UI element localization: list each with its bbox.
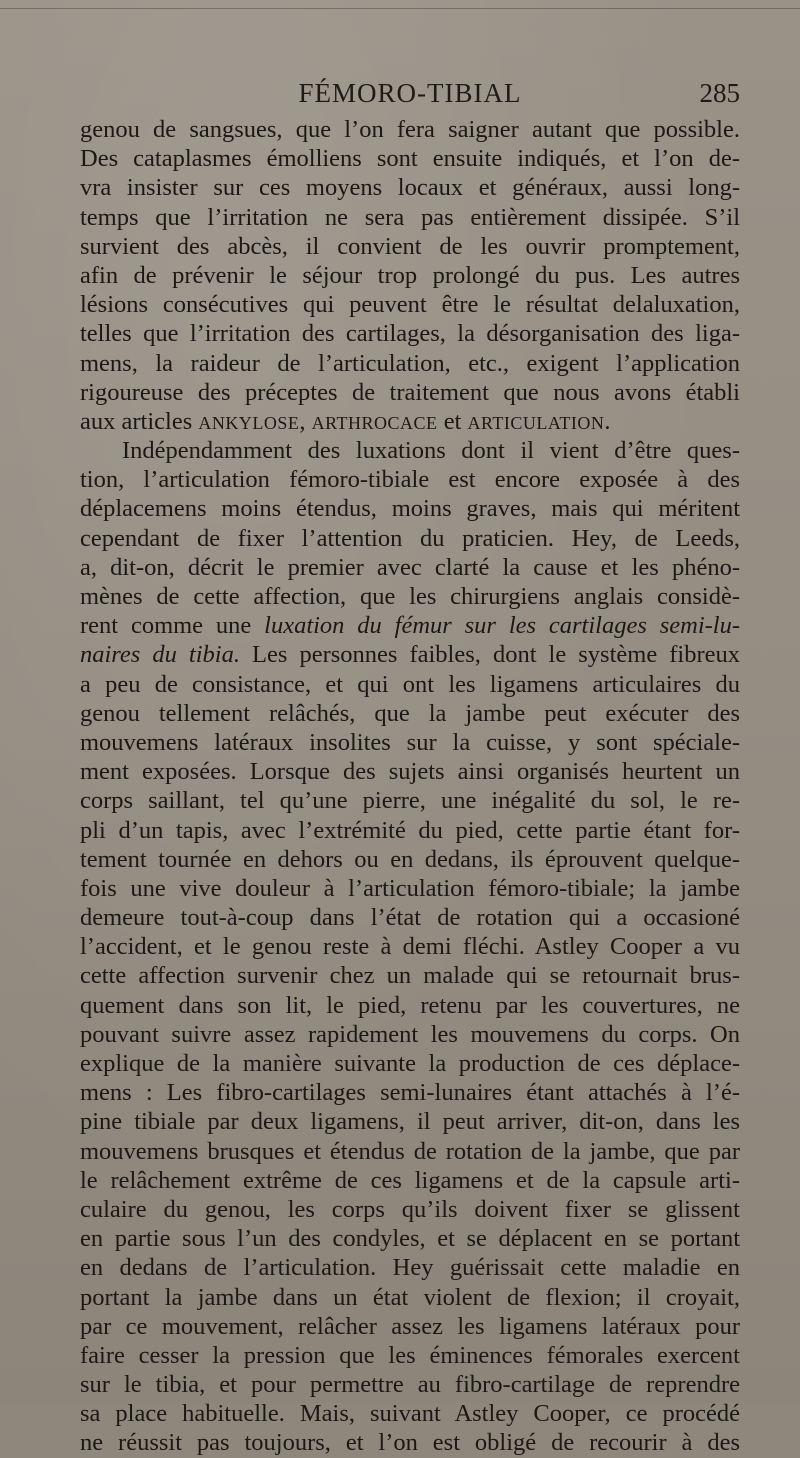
text-fragment: ,	[299, 407, 312, 435]
text-fragment: Les personnes faibles, dont le système fibreux	[239, 641, 740, 669]
text-line: par ce mouvement, relâcher assez les ligamens latéraux pour	[80, 1312, 740, 1340]
text-line: quement dans son lit, le pied, retenu par les couvertures, ne	[80, 991, 740, 1019]
text-line: mens : Les fibro-cartilages semi-lunaires étant attachés à l’é-	[80, 1079, 740, 1107]
text-line: sur le tibia, et pour permettre au fibro-cartilage de reprendre	[80, 1371, 740, 1399]
small-caps-term: ARTHROCACE	[311, 412, 438, 433]
text-fragment: aux articles	[80, 407, 199, 435]
text-line: portant la jambe dans un état violent de flexion; il croyait,	[80, 1283, 740, 1311]
text-line: a peu de consistance, et qui ont les ligamens articulaires du	[80, 670, 740, 698]
text-line: le relâchement extrême de ces ligamens et de la capsule arti-	[80, 1166, 740, 1194]
page-number: 285	[699, 78, 740, 108]
text-line: l’accident, et le genou reste à demi fléchi. Astley Cooper a vu	[80, 933, 740, 961]
text-fragment: et	[437, 407, 468, 435]
text-line: temps que l’irritation ne sera pas entièrement dissipée. S’il	[80, 203, 740, 231]
text-line: en partie sous l’un des condyles, et se déplacent en se portant	[80, 1225, 740, 1253]
page-edge-rule	[0, 8, 800, 9]
text-line: mènes de cette affection, que les chirurgiens anglais considè-	[80, 583, 740, 610]
text-line-italic	[80, 640, 740, 669]
text-line: lésions consécutives qui peuvent être le résultat delaluxation,	[80, 291, 740, 319]
text-line: cette affection survenir chez un malade qui se retournait brus-	[80, 962, 740, 990]
text-line-italic	[80, 611, 740, 640]
text-line: corps saillant, tel qu’une pierre, une inégalité du sol, le re-	[80, 787, 740, 815]
small-caps-term: ARTICULATION	[467, 412, 605, 433]
text-line: culaire du genou, les corps qu’ils doivent fixer se glissent	[80, 1195, 740, 1223]
text-line: vra insister sur ces moyens locaux et généraux, aussi long-	[80, 174, 740, 202]
text-line: cependant de fixer l’attention du praticien. Hey, de Leeds,	[80, 524, 740, 552]
running-head: FÉMORO-TIBIAL	[298, 78, 522, 108]
text-line: demeure tout-à-coup dans l’état de rotation qui a occasioné	[80, 904, 740, 932]
text-line: rigoureuse des préceptes de traitement que nous avons établi	[80, 378, 740, 406]
small-caps-term: ANKYLOSE	[198, 412, 300, 433]
italic-term: naires du tibia.	[80, 641, 240, 669]
page-header	[80, 78, 740, 114]
text-line: tion, l’articulation fémoro-tibiale est encore exposée à des	[80, 466, 740, 494]
text-line: mouvemens brusques et étendus de rotation de la jambe, que par	[80, 1137, 740, 1165]
text-line: explique de la manière suivante la production de ces déplace-	[80, 1050, 740, 1077]
text-line: ment exposées. Lorsque des sujets ainsi organisés heurtent un	[80, 758, 740, 786]
text-line: a, dit-on, décrit le premier avec clarté la cause et les phéno-	[80, 553, 740, 581]
text-line: en dedans de l’articulation. Hey guérissait cette maladie en	[80, 1254, 740, 1282]
text-line: telles que l’irritation des cartilages, la désorganisation des liga-	[80, 320, 740, 348]
text-line: tement tournée en dehors ou en dedans, ils éprouvent quelque-	[80, 845, 740, 873]
text-line: faire cesser la pression que les éminences fémorales exercent	[80, 1341, 740, 1369]
paragraph-start-line: Indépendamment des luxations dont il vient d’être ques-	[122, 437, 740, 465]
body-text	[80, 115, 740, 1458]
text-line: mouvemens latéraux insolites sur la cuisse, y sont spéciale-	[80, 728, 740, 756]
text-line: pli d’un tapis, avec l’extrémité du pied, cette partie étant for-	[80, 816, 740, 844]
text-line: déplacemens moins étendus, moins graves, mais qui méritent	[80, 495, 740, 523]
text-line: mens, la raideur de l’articulation, etc., exigent l’application	[80, 349, 740, 377]
text-line: pouvant suivre assez rapidement les mouvemens du corps. On	[80, 1020, 740, 1048]
text-line: sa place habituelle. Mais, suivant Astley Cooper, ce procédé	[80, 1400, 740, 1428]
text-line: Des cataplasmes émolliens sont ensuite indiqués, et l’on de-	[80, 145, 740, 173]
text-line: afin de prévenir le séjour trop prolongé du pus. Les autres	[80, 261, 740, 289]
text-line: survient des abcès, il convient de les ouvrir promptement,	[80, 232, 740, 260]
text-line: genou tellement relâchés, que la jambe peut exécuter des	[80, 699, 740, 727]
text-fragment: .	[604, 407, 611, 435]
text-line: ne réussit pas toujours, et l’on est obligé de recourir à des	[80, 1429, 740, 1457]
text-fragment: rent comme une	[80, 612, 265, 640]
italic-term: luxation du fémur sur les cartilages semi-lu-	[264, 612, 741, 640]
text-line: pine tibiale par deux ligamens, il peut arriver, dit-on, dans les	[80, 1108, 740, 1136]
text-line: fois une vive douleur à l’articulation fémoro-tibiale; la jambe	[80, 874, 740, 902]
text-line: genou de sangsues, que l’on fera saigner autant que possible.	[80, 116, 740, 143]
text-line-articles	[80, 407, 740, 436]
